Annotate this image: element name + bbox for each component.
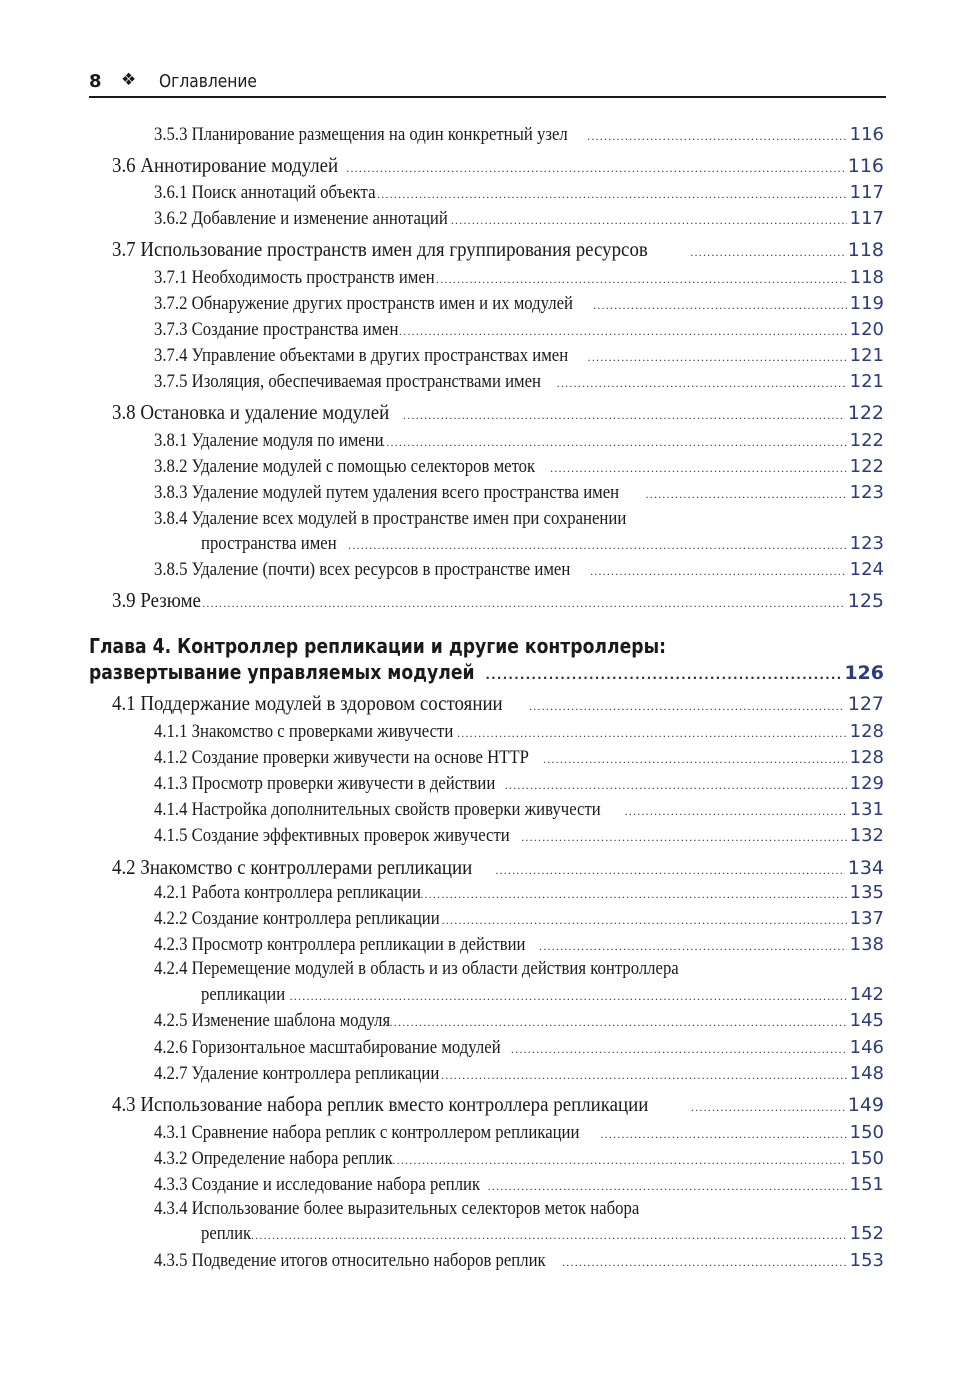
toc-page-number[interactable]: 138: [849, 934, 884, 955]
toc-entry-title: 4.1.1 Знакомство с проверками живучести: [154, 721, 454, 742]
toc-subsection[interactable]: [154, 934, 884, 956]
toc-section[interactable]: [112, 855, 884, 880]
toc-entry-title: 3.8.2 Удаление модулей с помощью селекторов меток: [154, 456, 536, 477]
toc-entry-title: 3.6.1 Поиск аннотаций объекта: [154, 182, 376, 203]
toc-section[interactable]: [112, 153, 884, 178]
running-header-title: Оглавление: [159, 71, 257, 92]
toc-subsection[interactable]: [154, 1250, 884, 1272]
toc-page-number[interactable]: 117: [849, 208, 884, 229]
toc-page-number[interactable]: 150: [849, 1122, 884, 1143]
dot-leader: [385, 1015, 846, 1030]
toc-page-number[interactable]: 129: [849, 773, 884, 794]
dot-leader: [457, 726, 847, 741]
page-number: 8: [89, 71, 102, 92]
toc-page-number[interactable]: 134: [847, 857, 884, 879]
toc-page-number[interactable]: 121: [849, 345, 884, 366]
toc-entry-title: 3.7.4 Управление объектами в других пространствах имен: [154, 345, 569, 366]
dot-leader: [251, 1228, 847, 1243]
toc-subsection[interactable]: [154, 124, 884, 146]
toc-entry-title: 4.3.5 Подведение итогов относительно наборов реплик: [154, 1250, 546, 1271]
dot-leader: [436, 272, 847, 287]
toc-page-number[interactable]: 150: [849, 1148, 884, 1169]
toc-subsection[interactable]: [154, 345, 884, 367]
toc-entry[interactable]: [154, 1198, 884, 1220]
toc-page-number[interactable]: 127: [847, 693, 884, 715]
dot-leader: [388, 1153, 846, 1168]
dot-leader: [539, 939, 846, 954]
dot-leader: [348, 538, 846, 553]
toc-entry[interactable]: [154, 508, 884, 530]
dot-leader: [505, 778, 847, 793]
toc-entry-title: 3.8.4 Удаление всех модулей в пространстве имен при сохранении: [154, 508, 627, 529]
toc-page-number[interactable]: 118: [847, 239, 884, 261]
dot-leader: [587, 129, 847, 144]
toc-entry-title: 3.5.3 Планирование размещения на один конкретный узел: [154, 124, 568, 145]
toc-subsection[interactable]: [154, 1063, 884, 1085]
toc-entry-title: 4.2.6 Горизонтальное масштабирование модулей: [154, 1037, 501, 1058]
toc-entry-title: реплик: [201, 1223, 252, 1244]
dot-leader: [550, 461, 847, 476]
toc-entry-title: 4.1.5 Создание эффективных проверок живучести: [154, 825, 510, 846]
toc-page-number[interactable]: 122: [849, 456, 884, 477]
toc-subsection[interactable]: [154, 721, 884, 743]
dot-leader: [521, 830, 846, 845]
toc-entry-title: 3.8.3 Удаление модулей путем удаления всего пространства имен: [154, 482, 620, 503]
toc-entry-title: 4.1.4 Настройка дополнительных свойств проверки живучести: [154, 799, 601, 820]
toc-subsection[interactable]: [154, 908, 884, 930]
dot-leader: [557, 376, 847, 391]
toc-entry[interactable]: [154, 958, 884, 980]
toc-subsection[interactable]: [154, 456, 884, 478]
toc-page-number[interactable]: 151: [849, 1174, 884, 1195]
toc-entry-title: развертывание управляемых модулей: [89, 660, 475, 684]
toc-entry-title: 4.2.3 Просмотр контроллера репликации в действии: [154, 934, 526, 955]
toc-page-number[interactable]: 153: [849, 1250, 884, 1271]
toc-entry-title: 4.2.4 Перемещение модулей в область и из области действия контроллера: [154, 958, 679, 979]
toc-subsection[interactable]: [154, 482, 884, 504]
toc-subsection[interactable]: [154, 825, 884, 847]
toc-entry-title: 4.1.2 Создание проверки живучести на основе HTTP: [154, 747, 529, 768]
dot-leader: [511, 1042, 847, 1057]
toc-page-number[interactable]: 128: [849, 747, 884, 768]
dot-leader: [451, 213, 847, 228]
chapter-heading-continuation[interactable]: [89, 660, 884, 684]
toc-page-number[interactable]: 123: [849, 533, 884, 554]
dot-leader: [690, 245, 844, 260]
toc-page-number[interactable]: 124: [849, 559, 884, 580]
toc-subsection[interactable]: [154, 319, 884, 341]
toc-page-number[interactable]: 152: [849, 1223, 884, 1244]
toc-entry-title: 3.6 Аннотирование модулей: [112, 153, 339, 177]
toc-entry-title: 3.7.2 Обнаружение других пространств имен и их модулей: [154, 293, 574, 314]
toc-entry-title: 3.8.1 Удаление модуля по имени: [154, 430, 384, 451]
toc-page-number[interactable]: 131: [849, 799, 884, 820]
dot-leader: [403, 408, 845, 423]
toc-page-number[interactable]: 120: [849, 319, 884, 340]
toc-entry-title: 4.2.5 Изменение шаблона модуля: [154, 1010, 391, 1031]
toc-section[interactable]: [112, 588, 884, 613]
toc-page-number[interactable]: 117: [849, 182, 884, 203]
toc-page-number[interactable]: 145: [849, 1010, 884, 1031]
dot-leader: [562, 1255, 847, 1270]
dot-leader: [441, 1068, 846, 1083]
dot-leader: [369, 187, 847, 202]
toc-entry-title: 3.8.5 Удаление (почти) всех ресурсов в пространстве имен: [154, 559, 571, 580]
toc-subsection[interactable]: [154, 773, 884, 795]
toc-entry-title: репликации: [201, 984, 286, 1005]
toc-page-number[interactable]: 137: [849, 908, 884, 929]
toc-subsection[interactable]: [154, 1174, 884, 1196]
toc-page-number[interactable]: 132: [849, 825, 884, 846]
chapter-heading[interactable]: Глава 4. Контроллер репликации и другие контроллеры:: [89, 634, 667, 658]
toc-entry-title: 3.7.5 Изоляция, обеспечиваемая пространствами имен: [154, 371, 541, 392]
toc-page-number[interactable]: 119: [849, 293, 884, 314]
dot-leader: [625, 804, 847, 819]
toc-entry-title: 4.2 Знакомство с контроллерами репликации: [112, 855, 473, 879]
toc-entry-title: 4.2.2 Создание контроллера репликации: [154, 908, 440, 929]
toc-entry-title: 4.3.1 Сравнение набора реплик с контроллером репликации: [154, 1122, 580, 1143]
dot-leader: [600, 1127, 846, 1142]
toc-section[interactable]: [112, 400, 884, 425]
toc-page-number[interactable]: 121: [849, 371, 884, 392]
toc-entry-title: 4.3.2 Определение набора реплик: [154, 1148, 393, 1169]
dot-leader: [194, 596, 845, 611]
toc-entry-title: 4.2.1 Работа контроллера репликации: [154, 882, 421, 903]
toc-subsection[interactable]: [154, 430, 884, 452]
toc-subsection[interactable]: [154, 747, 884, 769]
toc-entry-continuation[interactable]: [201, 984, 884, 1006]
ornament-icon: ❖: [121, 70, 137, 90]
toc-section[interactable]: [112, 1092, 884, 1117]
toc-entry-title: 4.3 Использование набора реплик вместо контроллера репликации: [112, 1092, 649, 1116]
toc-entry-title: 3.7 Использование пространств имен для группирования ресурсов: [112, 237, 648, 261]
running-header: [89, 68, 886, 98]
toc-entry-title: 4.2.7 Удаление контроллера репликации: [154, 1063, 440, 1084]
toc-section[interactable]: [112, 237, 884, 262]
toc-entry-continuation[interactable]: [201, 1223, 884, 1245]
dot-leader: [691, 1100, 845, 1115]
toc-entry-continuation[interactable]: [201, 533, 884, 555]
toc-entry-title: 3.7.1 Необходимость пространств имен: [154, 267, 435, 288]
toc-page-number[interactable]: 118: [849, 267, 884, 288]
toc-page-number[interactable]: 116: [847, 155, 884, 177]
dot-leader: [543, 752, 847, 767]
toc-entry-title: 3.7.3 Создание пространства имен: [154, 319, 399, 340]
toc-entry-title: 4.3.4 Использование более выразительных селекторов меток набора: [154, 1198, 640, 1219]
dot-leader: [395, 324, 847, 339]
toc-subsection[interactable]: [154, 559, 884, 581]
toc-page-number[interactable]: 123: [849, 482, 884, 503]
dot-leader: [646, 487, 847, 502]
toc-entry-title: 3.6.2 Добавление и изменение аннотаций: [154, 208, 448, 229]
toc-subsection[interactable]: [154, 267, 884, 289]
dot-leader: [529, 699, 845, 714]
toc-subsection[interactable]: [154, 1010, 884, 1032]
dot-leader: [442, 913, 847, 928]
toc-page-number[interactable]: 125: [847, 590, 884, 612]
toc-page-number[interactable]: 148: [849, 1063, 884, 1084]
toc-subsection[interactable]: [154, 1122, 884, 1144]
dot-leader: [593, 298, 847, 313]
dot-leader: [420, 887, 846, 902]
toc-entry-title: 4.3.3 Создание и исследование набора реплик: [154, 1174, 481, 1195]
toc-subsection[interactable]: [154, 799, 884, 821]
dot-leader: [488, 1179, 847, 1194]
toc-subsection[interactable]: [154, 182, 884, 204]
toc-entry-title: пространства имен: [201, 533, 337, 554]
toc-page-number[interactable]: 116: [849, 124, 884, 145]
toc-subsection[interactable]: [154, 1037, 884, 1059]
dot-leader: [485, 668, 841, 682]
toc-subsection[interactable]: [154, 371, 884, 393]
toc-subsection[interactable]: [154, 1148, 884, 1170]
dot-leader: [290, 989, 847, 1004]
dot-leader: [346, 161, 844, 176]
toc-page-number[interactable]: 146: [849, 1037, 884, 1058]
toc-page-number[interactable]: 122: [849, 430, 884, 451]
toc-page-number[interactable]: 149: [847, 1094, 884, 1116]
toc-page-number[interactable]: 142: [849, 984, 884, 1005]
toc-page-number[interactable]: 128: [849, 721, 884, 742]
toc-subsection[interactable]: [154, 293, 884, 315]
toc-page-number[interactable]: 122: [847, 402, 884, 424]
dot-leader: [590, 564, 847, 579]
toc-entry-title: 4.1.3 Просмотр проверки живучести в действии: [154, 773, 496, 794]
toc-entry-title: 3.8 Остановка и удаление модулей: [112, 400, 390, 424]
dot-leader: [495, 863, 844, 878]
dot-leader: [588, 350, 847, 365]
toc-section[interactable]: [112, 691, 884, 716]
toc-page-number[interactable]: 126: [844, 662, 884, 684]
dot-leader: [378, 435, 847, 450]
toc-entry-title: 3.9 Резюме: [112, 588, 201, 612]
toc-subsection[interactable]: [154, 882, 884, 904]
toc-entry-title: 4.1 Поддержание модулей в здоровом состоянии: [112, 691, 503, 715]
toc-page-number[interactable]: 135: [849, 882, 884, 903]
toc-subsection[interactable]: [154, 208, 884, 230]
